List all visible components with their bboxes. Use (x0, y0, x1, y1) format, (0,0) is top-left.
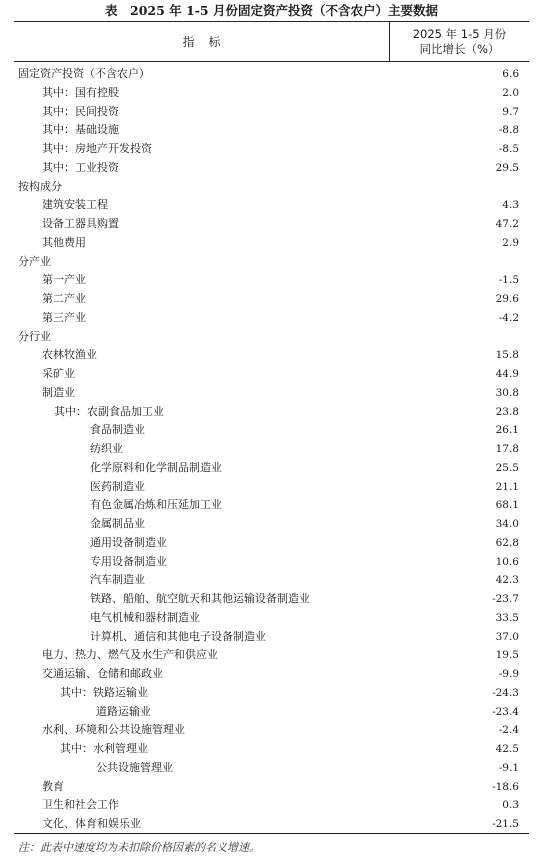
table-row (14, 421, 529, 440)
row-value: 10.6 (495, 555, 519, 568)
row-label: 第二产业 (42, 292, 86, 305)
row-value: 17.8 (495, 443, 519, 455)
table-row (14, 103, 529, 122)
row-value: -9.9 (498, 668, 519, 680)
table-row (14, 646, 529, 665)
row-label: 电力、热力、燃气及水生产和供应业 (42, 648, 218, 662)
table-title: 表 2025 年 1-5 月份固定资产投资（不含农户）主要数据 (105, 3, 438, 18)
row-value: 30.8 (495, 386, 519, 399)
row-label: 文化、体育和娱乐业 (42, 817, 141, 830)
row-value: 26.1 (495, 424, 519, 437)
table-row (14, 196, 529, 215)
table-row (14, 159, 529, 178)
table-row (14, 328, 529, 347)
row-label: 公共设施管理业 (96, 760, 173, 774)
table-header (14, 22, 529, 62)
header-indicator: 指标 (14, 22, 390, 61)
row-value: 19.5 (495, 649, 519, 662)
row-value: 6.6 (502, 68, 519, 80)
row-label: 分行业 (18, 329, 51, 343)
row-label: 其中：房地产开发投资 (42, 142, 152, 155)
header-value-line1: 2025 年 1-5 月份 (412, 26, 507, 41)
table-row (14, 759, 529, 778)
data-table (14, 21, 529, 834)
row-value: -2.4 (498, 724, 519, 737)
table-row (14, 178, 529, 197)
row-value: -8.8 (498, 124, 519, 137)
row-label: 按构成分 (18, 179, 62, 193)
row-value: -9.1 (498, 761, 519, 774)
row-label: 教育 (42, 779, 64, 793)
row-label: 固定资产投资（不含农户） (18, 67, 150, 80)
table-row (14, 290, 529, 309)
table-row (14, 778, 529, 797)
table-row (14, 628, 529, 647)
table-row (14, 515, 529, 534)
row-label: 其中：基础设施 (42, 123, 119, 137)
table-row (14, 121, 529, 140)
table-row (14, 684, 529, 703)
row-label: 建筑安装工程 (42, 198, 108, 212)
row-label: 专用设备制造业 (90, 554, 167, 568)
row-value: 29.5 (495, 161, 519, 174)
row-value: 47.2 (495, 218, 519, 230)
row-label: 设备工器具购置 (42, 217, 119, 230)
row-label: 水利、环境和公共设施管理业 (42, 723, 185, 737)
table-row (14, 84, 529, 103)
row-label: 其中：水利管理业 (60, 742, 148, 755)
row-value: 21.1 (495, 480, 519, 493)
table-row (14, 384, 529, 403)
table-row (14, 609, 529, 628)
row-label: 计算机、通信和其他电子设备制造业 (90, 629, 266, 643)
row-value: 34.0 (495, 518, 519, 530)
row-label: 电气机械和器材制造业 (90, 610, 200, 624)
row-label: 铁路、船舶、航空航天和其他运输设备制造业 (90, 592, 310, 605)
table-row (14, 703, 529, 722)
row-label: 通用设备制造业 (90, 535, 167, 549)
table-row (14, 215, 529, 234)
table-row (14, 459, 529, 478)
row-label: 分产业 (18, 254, 51, 268)
table-row (14, 665, 529, 684)
row-label: 有色金属冶炼和压延加工业 (90, 498, 222, 512)
table-row (14, 234, 529, 253)
row-label: 其中：铁路运输业 (60, 685, 148, 699)
header-value-line2: 同比增长（%） (419, 41, 500, 56)
row-label: 食品制造业 (90, 423, 145, 437)
row-value: 4.3 (502, 199, 519, 212)
table-row (14, 253, 529, 272)
row-label: 医药制造业 (90, 479, 145, 493)
row-label: 其中：工业投资 (42, 160, 119, 174)
row-label: 交通运输、仓储和邮政业 (42, 667, 163, 680)
row-label: 其中：民间投资 (42, 104, 119, 118)
table-row (14, 440, 529, 459)
table-row (14, 534, 529, 553)
row-value: 23.8 (495, 405, 519, 418)
row-label: 制造业 (42, 385, 75, 399)
row-value: -21.5 (492, 818, 519, 830)
table-row (14, 365, 529, 384)
table-row (14, 571, 529, 590)
row-value: -18.6 (492, 780, 519, 793)
row-label: 农林牧渔业 (42, 348, 97, 362)
table-row (14, 346, 529, 365)
row-label: 纺织业 (90, 442, 123, 455)
table-row (14, 815, 529, 834)
row-label: 其中：农副食品加工业 (54, 404, 164, 418)
row-label: 其中：国有控股 (42, 85, 119, 99)
table-row (14, 740, 529, 759)
row-value: -23.7 (492, 593, 519, 605)
table-row (14, 309, 529, 328)
row-value: 62.8 (495, 536, 519, 549)
table-row (14, 796, 529, 815)
row-value: 42.3 (495, 574, 519, 587)
table-row (14, 65, 529, 84)
row-label: 道路运输业 (96, 704, 151, 718)
row-value: 29.6 (495, 293, 519, 305)
row-label: 第三产业 (42, 310, 86, 324)
table-body (14, 65, 529, 834)
row-label: 第一产业 (42, 273, 86, 287)
row-label: 汽车制造业 (90, 573, 145, 587)
table-row (14, 590, 529, 609)
row-label: 化学原料和化学制品制造业 (90, 460, 222, 474)
table-row (14, 478, 529, 497)
row-label: 采矿业 (42, 367, 75, 380)
table-row (14, 271, 529, 290)
row-label: 其他费用 (42, 235, 86, 249)
row-value: 15.8 (495, 349, 519, 362)
table-row (14, 140, 529, 159)
row-value: -24.3 (492, 686, 519, 699)
row-value: 68.1 (495, 499, 519, 512)
row-value: 42.5 (495, 743, 519, 755)
row-value: 0.3 (502, 799, 519, 812)
row-value: -4.2 (498, 311, 519, 324)
row-value: -1.5 (498, 274, 519, 287)
row-value: -23.4 (492, 705, 519, 718)
row-label: 卫生和社会工作 (42, 798, 119, 812)
table-row (14, 496, 529, 515)
table-row (14, 553, 529, 572)
header-value (390, 22, 529, 61)
row-value: 44.9 (495, 368, 519, 380)
row-value: 9.7 (502, 105, 519, 118)
row-value: 2.0 (502, 86, 519, 99)
footnote: 注：此表中速度均为未扣除价格因素的名义增速。 (18, 841, 260, 854)
row-label: 金属制品业 (90, 517, 145, 530)
table-row (14, 403, 529, 422)
row-value: 2.9 (502, 236, 519, 249)
row-value: -8.5 (498, 143, 519, 155)
row-value: 37.0 (495, 630, 519, 643)
table-row (14, 721, 529, 740)
row-value: 25.5 (495, 461, 519, 474)
row-value: 33.5 (495, 611, 519, 624)
